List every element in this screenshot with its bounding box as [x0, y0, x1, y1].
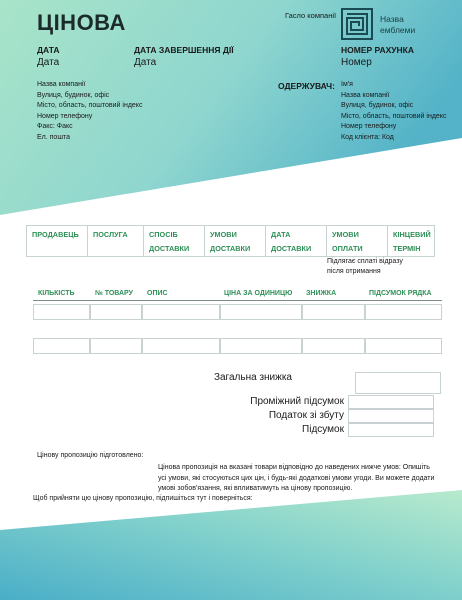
- item-line-total-cell[interactable]: [365, 338, 442, 354]
- recipient-city[interactable]: Місто, область, поштовий індекс: [341, 112, 447, 120]
- company-phone[interactable]: Номер телефону: [37, 112, 93, 120]
- recipient-phone[interactable]: Номер телефону: [341, 123, 397, 130]
- item-quantity-cell[interactable]: [33, 338, 90, 354]
- items-header-discount: ЗНИЖКА: [306, 290, 337, 297]
- terms-table: [26, 225, 435, 257]
- item-number-cell[interactable]: [90, 304, 142, 320]
- item-discount-cell[interactable]: [302, 338, 365, 354]
- recipient-address-block: [341, 80, 446, 143]
- items-header-unit-price: ЦІНА ЗА ОДИНИЦЮ: [224, 290, 293, 297]
- terms-header-delivery-method: СПОСІБ ДОСТАВКИ: [144, 226, 205, 257]
- end-date-label: ДАТА ЗАВЕРШЕННЯ ДІЇ: [134, 45, 234, 55]
- items-header-item-number: № ТОВАРУ: [95, 290, 133, 297]
- total-field[interactable]: [348, 423, 434, 437]
- logo-name: Назва емблеми: [380, 14, 416, 35]
- item-description-cell[interactable]: [142, 338, 220, 354]
- recipient-name[interactable]: Ім'я: [341, 81, 353, 88]
- company-address-block: [37, 80, 142, 143]
- terms-header-delivery-terms: УМОВИ ДОСТАВКИ: [205, 226, 266, 257]
- item-quantity-cell[interactable]: [33, 304, 90, 320]
- items-header-description: ОПИС: [147, 290, 168, 297]
- terms-header-payment-terms: УМОВИ ОПЛАТИ: [327, 226, 388, 257]
- sales-tax-label: Податок зі збуту: [268, 410, 344, 421]
- item-discount-cell[interactable]: [302, 304, 365, 320]
- item-number-cell[interactable]: [90, 338, 142, 354]
- company-street[interactable]: Вулиця, будинок, офіс: [37, 91, 110, 99]
- company-city[interactable]: Місто, область, поштовий індекс: [37, 102, 143, 109]
- item-line-total-cell[interactable]: [365, 304, 442, 320]
- footer-gradient-background: [0, 490, 462, 600]
- total-discount-field[interactable]: [355, 372, 441, 394]
- items-table-header: [33, 286, 442, 301]
- items-header-quantity: КІЛЬКІСТЬ: [38, 290, 75, 297]
- terms-header-row: [27, 226, 435, 257]
- subtotal-label: Проміжний підсумок: [250, 396, 344, 407]
- terms-header-delivery-date: ДАТА ДОСТАВКИ: [266, 226, 327, 257]
- date-label: ДАТА: [37, 45, 60, 55]
- items-header-line-total: ПІДСУМОК РЯДКА: [369, 290, 432, 297]
- company-email[interactable]: Ел. пошта: [37, 133, 70, 141]
- total-label: Підсумок: [302, 424, 344, 435]
- recipient-client-code[interactable]: Код клієнта: Код: [341, 133, 394, 141]
- total-discount-label: Загальна знижка: [213, 372, 292, 383]
- date-value[interactable]: Дата: [37, 57, 60, 68]
- recipient-street[interactable]: Вулиця, будинок, офіс: [341, 102, 414, 109]
- subtotal-field[interactable]: [348, 395, 434, 409]
- payment-terms-value[interactable]: Підлягає сплаті відразу після отримання: [327, 258, 403, 275]
- invoice-number-label: НОМЕР РАХУНКА: [341, 45, 415, 55]
- item-unit-price-cell[interactable]: [220, 304, 302, 320]
- page-title: ЦІНОВА: [37, 10, 126, 35]
- prepared-by-label[interactable]: Цінову пропозицію підготовлено:: [37, 452, 144, 459]
- acceptance-instruction[interactable]: Щоб прийняти цю цінову пропозицію, підпишіться тут і поверніться:: [33, 495, 253, 502]
- company-slogan: Гасло компанії: [285, 11, 337, 20]
- item-description-cell[interactable]: [142, 304, 220, 320]
- company-name[interactable]: Назва компанії: [37, 81, 86, 88]
- company-fax[interactable]: Факс: Факс: [37, 123, 73, 130]
- item-unit-price-cell[interactable]: [220, 338, 302, 354]
- end-date-value[interactable]: Дата: [134, 57, 157, 68]
- terms-header-service: ПОСЛУГА: [88, 226, 144, 257]
- invoice-number-value[interactable]: Номер: [341, 57, 372, 68]
- sales-tax-field[interactable]: [348, 409, 434, 423]
- logo-icon: [341, 8, 373, 40]
- recipient-company[interactable]: Назва компанії: [341, 91, 390, 99]
- terms-header-deadline: КІНЦЕВИЙ ТЕРМІН: [388, 226, 435, 257]
- recipient-label: ОДЕРЖУВАЧ:: [278, 81, 335, 91]
- terms-header-seller: ПРОДАВЕЦЬ: [27, 226, 88, 257]
- quote-terms-statement[interactable]: Цінова пропозиція на вказані товари відповідно до наведених нижче умов: Опишіть усі умови, які стосуються цих цін, і будь-які додаткові умови угоди. Ви можете додати умові зобов'язання, які впливатимуть на цінову пропозицію.: [158, 464, 435, 492]
